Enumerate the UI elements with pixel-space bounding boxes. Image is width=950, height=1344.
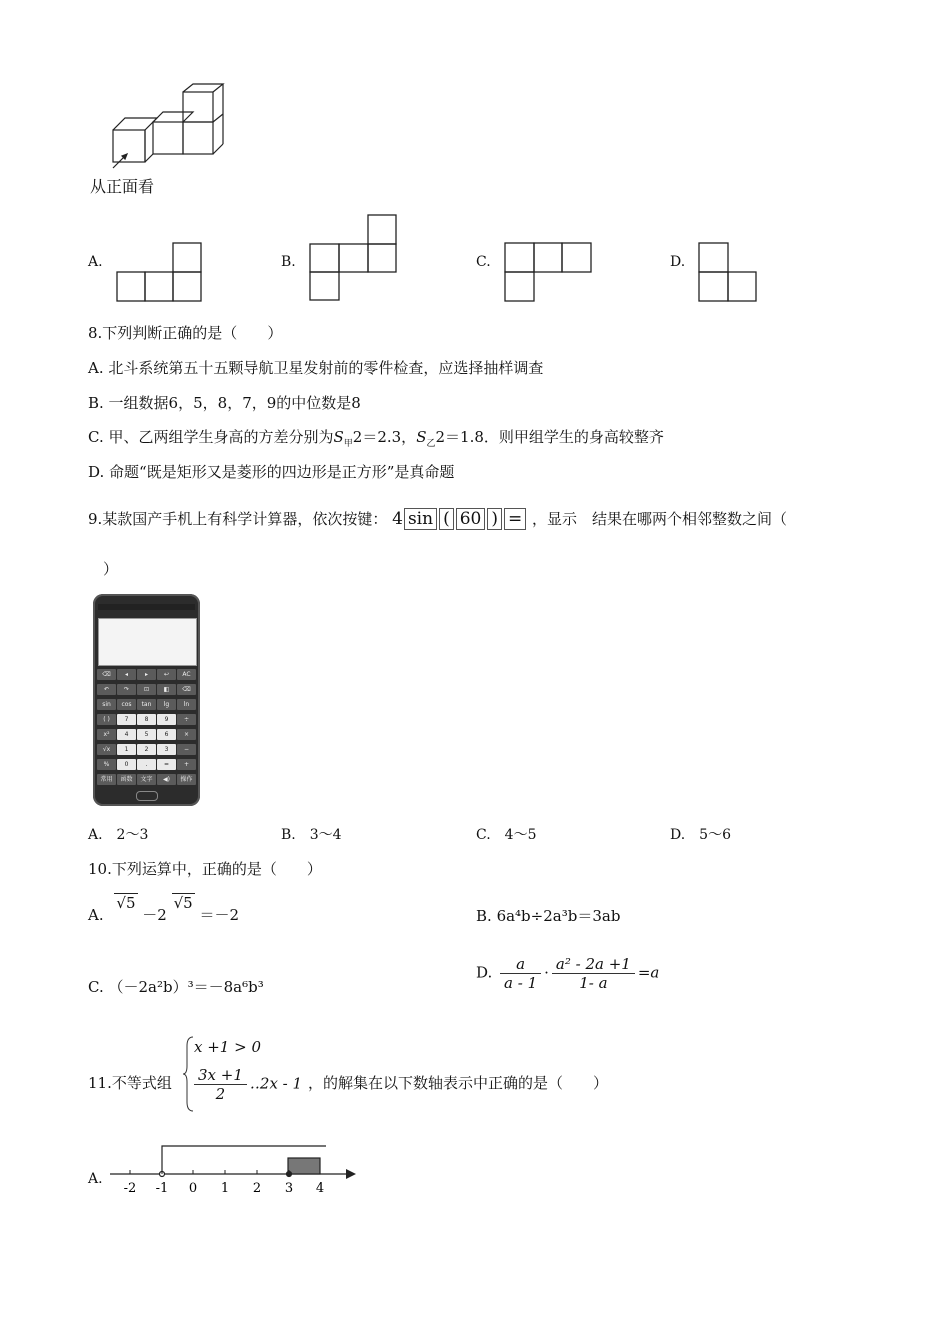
q9-option-b: B. 3～4 bbox=[281, 827, 342, 843]
phone-key: 2 bbox=[137, 744, 156, 755]
number-line-tick-label: 3 bbox=[284, 1181, 294, 1196]
phone-key: ◂ bbox=[117, 669, 136, 680]
q8-option-d: D. 命题“既是矩形又是菱形的四边形是正方形”是真命题 bbox=[88, 463, 455, 481]
phone-image bbox=[93, 594, 200, 806]
view-direction-caption: 从正面看 bbox=[90, 177, 155, 196]
q9-option-a: A. 2～3 bbox=[88, 827, 149, 843]
q11-stem: 11.不等式组 bbox=[88, 1074, 172, 1092]
number-line-tick-label: 4 bbox=[315, 1181, 325, 1196]
phone-key: 4 bbox=[117, 729, 136, 740]
q8-stem: 8.下列判断正确的是（ ） bbox=[88, 324, 283, 342]
phone-key: 文字 bbox=[137, 774, 156, 785]
number-line-tick-label: 0 bbox=[188, 1181, 198, 1196]
q7-option-c-label: C. bbox=[476, 254, 491, 270]
phone-key: % bbox=[97, 759, 116, 770]
phone-key: + bbox=[177, 759, 196, 770]
q9-stem-close: ） bbox=[103, 560, 119, 578]
cube-stack-figure bbox=[105, 82, 245, 172]
number-line-tick-label: -1 bbox=[155, 1181, 169, 1196]
q8-option-a: A. 北斗系统第五十五颗导航卫星发射前的零件检查，应选择抽样调查 bbox=[88, 359, 544, 377]
phone-key: − bbox=[177, 744, 196, 755]
phone-key: AC bbox=[177, 669, 196, 680]
phone-key: ◀) bbox=[157, 774, 176, 785]
q10-option-b: B. 6a⁴b÷2a³b＝3ab bbox=[476, 907, 621, 925]
phone-key: 3 bbox=[157, 744, 176, 755]
q11-inequality-2: $\frac{3x +1}{2}$ ‥2x - 1 bbox=[194, 1066, 302, 1103]
q7-option-d-figure bbox=[699, 243, 759, 303]
number-line-tick-label: -2 bbox=[123, 1181, 137, 1196]
phone-key: 0 bbox=[117, 759, 136, 770]
q7-option-a-figure bbox=[116, 243, 206, 303]
q10-option-c: C. （－2a²b）³＝－8a⁶b³ bbox=[88, 978, 264, 996]
number-line-tick-label: 2 bbox=[252, 1181, 262, 1196]
q11-option-a-number-line bbox=[108, 1140, 368, 1220]
phone-status-bar bbox=[98, 604, 195, 610]
phone-key: 函数 bbox=[117, 774, 136, 785]
q8-option-b: B. 一组数据6，5，8，7，9的中位数是8 bbox=[88, 394, 361, 412]
phone-key: ◧ bbox=[157, 684, 176, 695]
phone-key: 6 bbox=[157, 729, 176, 740]
phone-key: ↩ bbox=[157, 669, 176, 680]
phone-key: ⊡ bbox=[137, 684, 156, 695]
q10-option-a: A. √5 －2 √5 ＝－2 bbox=[88, 894, 240, 924]
phone-home-button bbox=[136, 791, 158, 801]
q11-inequality-1: x +1 > 0 bbox=[194, 1038, 261, 1056]
q7-option-a-label: A. bbox=[88, 254, 103, 270]
phone-key: 7 bbox=[117, 714, 136, 725]
q9-stem: 9.某款国产手机上有科学计算器，依次按键： 4 sin ( 60 ) = ，显示 结果在哪两个相邻整数之间（ bbox=[88, 509, 788, 529]
q7-option-b-label: B. bbox=[281, 254, 296, 270]
phone-key: × bbox=[177, 729, 196, 740]
phone-key: ln bbox=[177, 699, 196, 710]
q8-option-c: C. 甲、乙两组学生身高的方差分别为$S_甲2=2.3$，$S_乙2=1.8$．则甲组学生的身高较整齐 bbox=[88, 428, 664, 449]
phone-display bbox=[98, 618, 197, 666]
phone-key: √x bbox=[97, 744, 116, 755]
phone-key: 1 bbox=[117, 744, 136, 755]
phone-key: ÷ bbox=[177, 714, 196, 725]
phone-key: ( ) bbox=[97, 714, 116, 725]
number-line-tick-label: 1 bbox=[220, 1181, 230, 1196]
phone-key: ⌫ bbox=[177, 684, 196, 695]
phone-key: 8 bbox=[137, 714, 156, 725]
phone-key: ⌫ bbox=[97, 669, 116, 680]
phone-key: ↶ bbox=[97, 684, 116, 695]
q7-option-c-figure bbox=[505, 243, 595, 303]
q11-stem-end: ，的解集在以下数轴表示中正确的是（ ） bbox=[308, 1074, 609, 1092]
phone-key: ↷ bbox=[117, 684, 136, 695]
phone-key: lg bbox=[157, 699, 176, 710]
phone-key: 操作 bbox=[177, 774, 196, 785]
phone-key: 常用 bbox=[97, 774, 116, 785]
phone-key: cos bbox=[117, 699, 136, 710]
q7-option-b-figure bbox=[310, 215, 400, 305]
phone-key: = bbox=[157, 759, 176, 770]
q9-option-c: C. 4～5 bbox=[476, 827, 537, 843]
q7-option-d-label: D. bbox=[670, 254, 686, 270]
phone-key: tan bbox=[137, 699, 156, 710]
phone-key: 9 bbox=[157, 714, 176, 725]
q10-stem: 10.下列运算中，正确的是（ ） bbox=[88, 860, 322, 878]
phone-key: sin bbox=[97, 699, 116, 710]
key-sequence: 4 sin ( 60 ) = bbox=[392, 510, 532, 528]
q11-option-a-label: A. bbox=[88, 1171, 103, 1187]
phone-key: x² bbox=[97, 729, 116, 740]
q10-option-d: D. $\frac{a}{a - 1}$ · $\frac{\text{a² - 2a +1}}{1- a}$ =a bbox=[476, 955, 660, 992]
phone-keypad bbox=[97, 669, 197, 789]
phone-key: . bbox=[137, 759, 156, 770]
phone-key: ▸ bbox=[137, 669, 156, 680]
phone-key: 5 bbox=[137, 729, 156, 740]
q9-option-d: D. 5～6 bbox=[670, 827, 731, 843]
